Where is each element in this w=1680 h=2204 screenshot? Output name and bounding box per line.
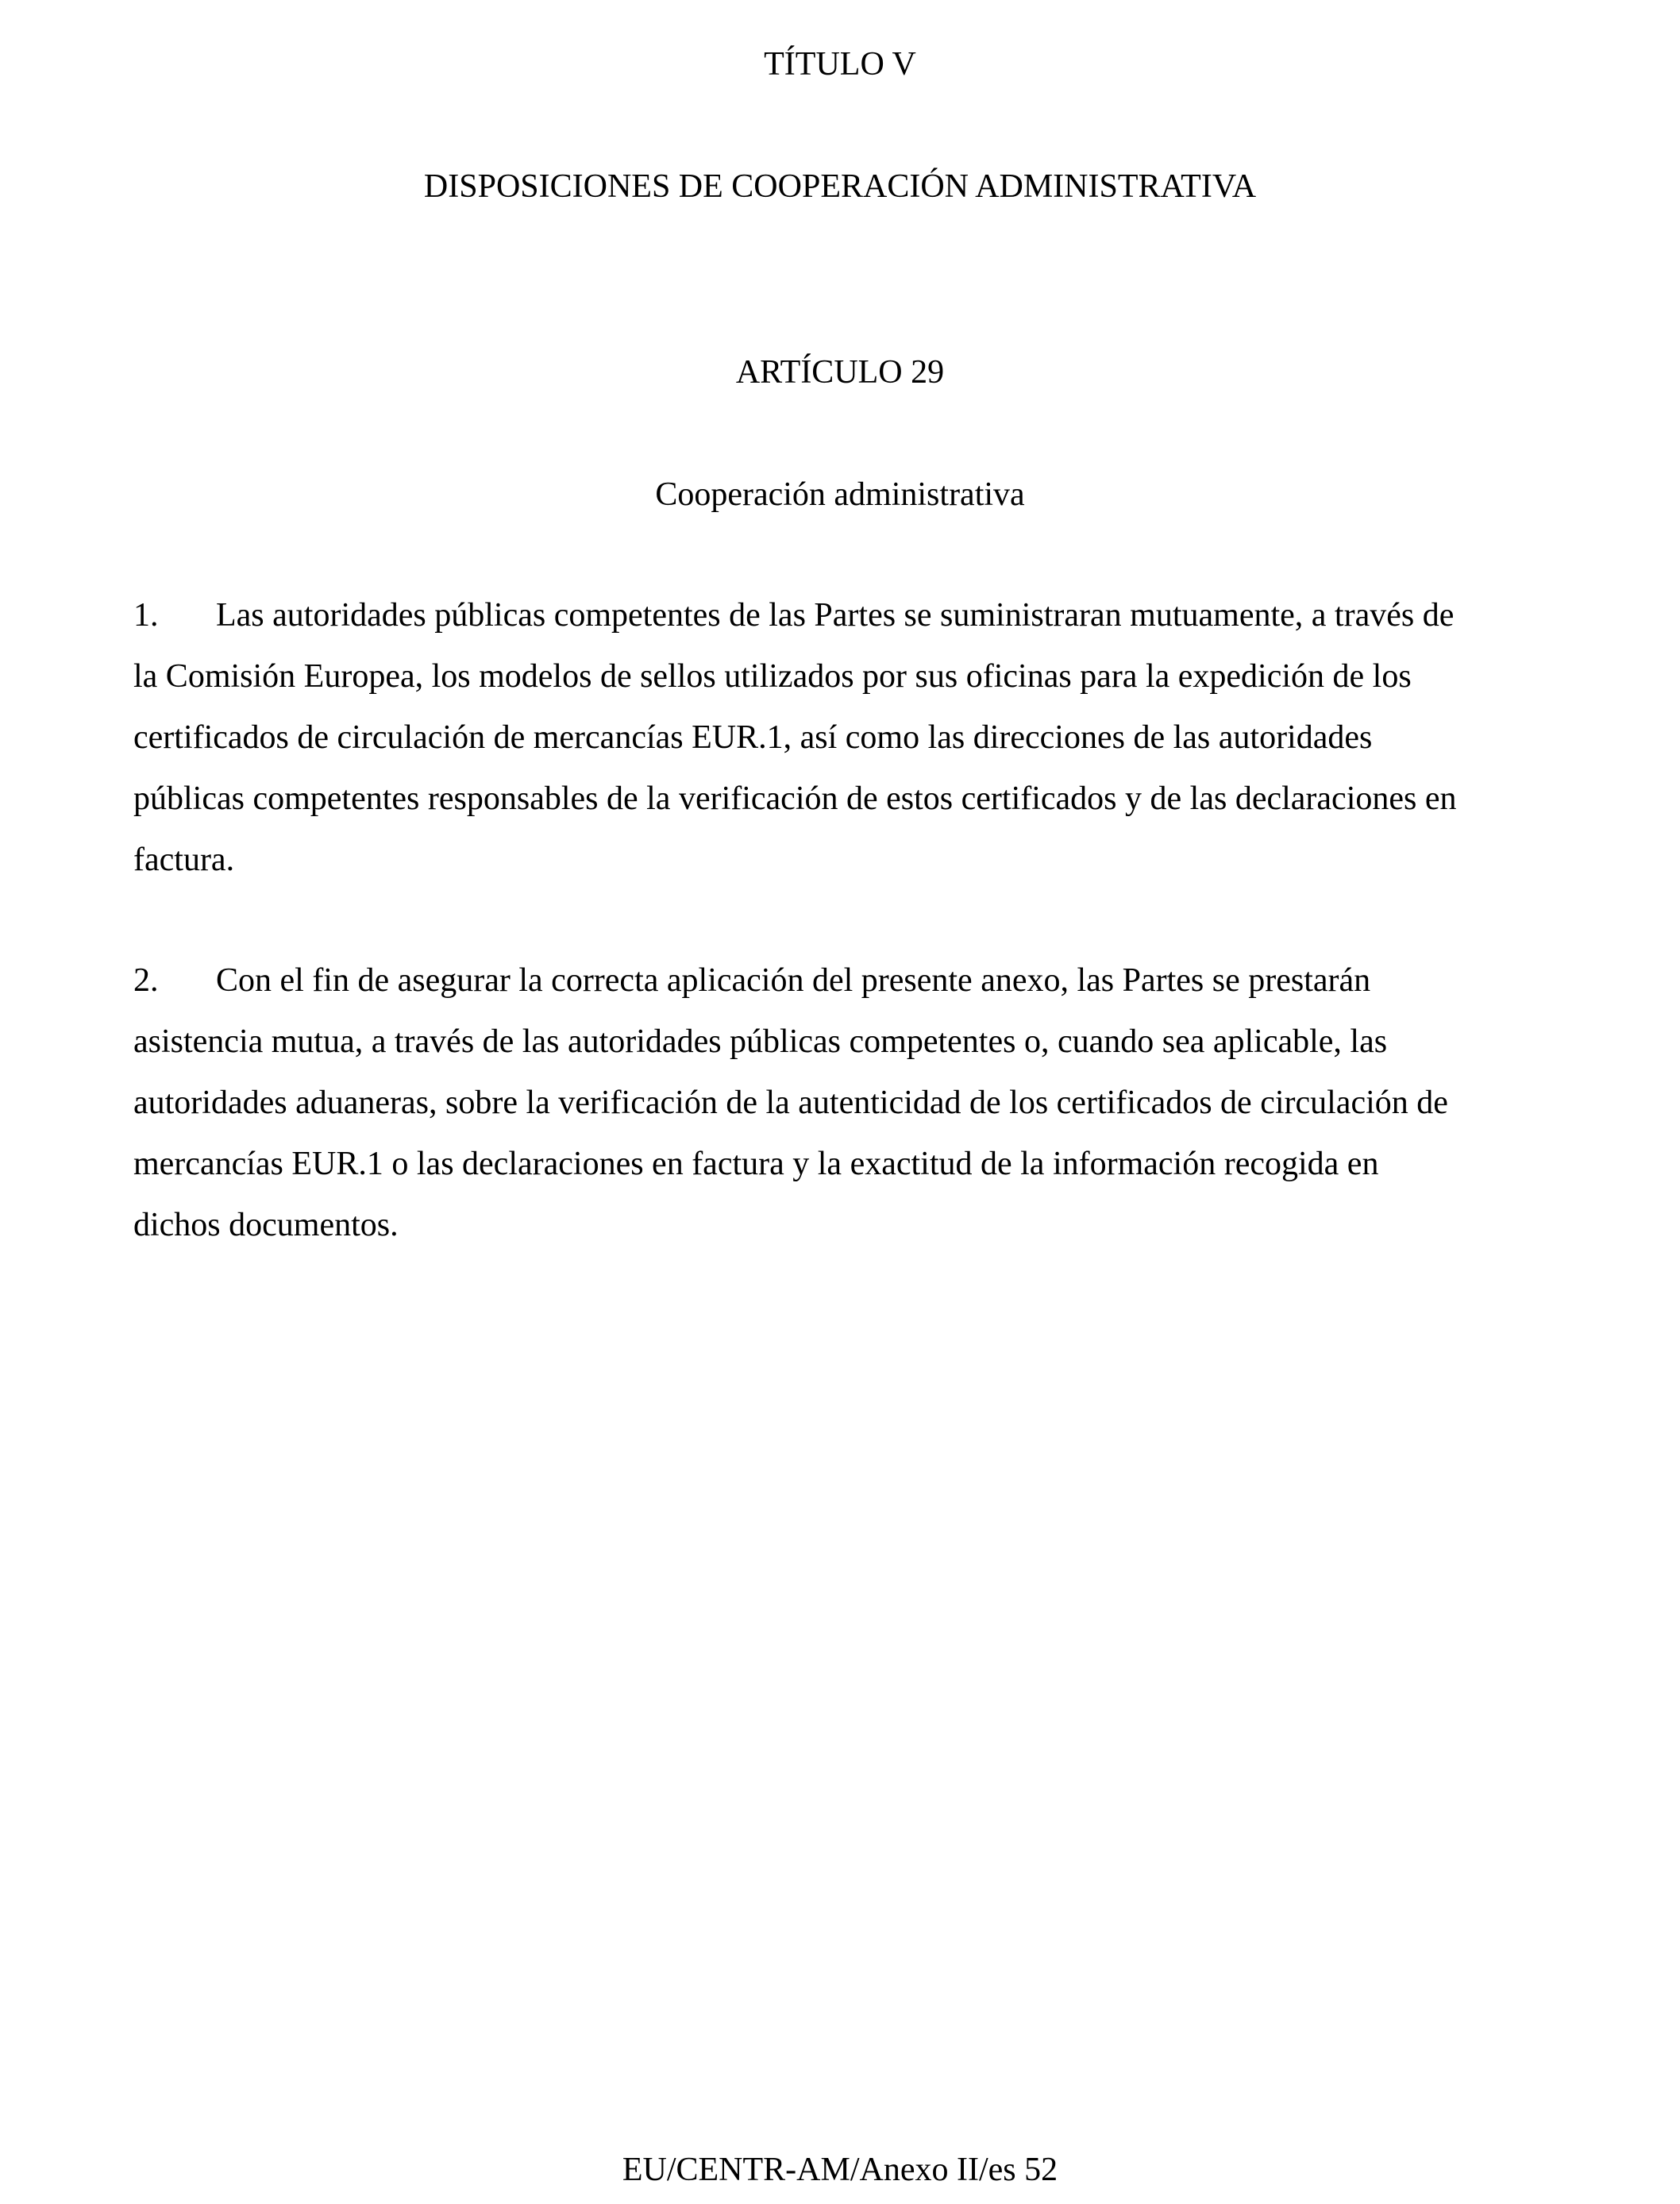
paragraph-1-line-3: certificados de circulación de mercancías EUR.1, así como las direcciones de las autoridades <box>133 719 1373 756</box>
title-heading: DISPOSICIONES DE COOPERACIÓN ADMINISTRATIVA <box>423 168 1257 205</box>
paragraph-2 <box>133 950 1547 1256</box>
paragraph-2-number: 2. <box>133 962 159 999</box>
paragraph-2-line-5: dichos documentos. <box>133 1207 399 1243</box>
paragraph-1-line-1 <box>133 585 1547 646</box>
paragraph-1-line-5: factura. <box>133 842 235 878</box>
title-label: TÍTULO V <box>764 46 916 83</box>
paragraph-1-line-2: la Comisión Europea, los modelos de sellos utilizados por sus oficinas para la expedición de los <box>133 658 1412 695</box>
page-footer: EU/CENTR-AM/Anexo II/es 52 <box>622 2152 1058 2188</box>
paragraph-1 <box>133 585 1547 891</box>
paragraph-2-line-1-text: Con el fin de asegurar la correcta aplicación del presente anexo, las Partes se prestarán <box>216 962 1371 999</box>
paragraph-2-line-1 <box>133 950 1547 1011</box>
article-heading: Cooperación administrativa <box>655 476 1025 513</box>
paragraph-2-line-3: autoridades aduaneras, sobre la verificación de la autenticidad de los certificados de circulación de <box>133 1085 1448 1121</box>
paragraph-2-line-4: mercancías EUR.1 o las declaraciones en factura y la exactitud de la información recogida en <box>133 1146 1379 1182</box>
paragraph-1-line-4: públicas competentes responsables de la verificación de estos certificados y de las declaraciones en <box>133 780 1457 817</box>
article-label: ARTÍCULO 29 <box>735 354 945 391</box>
paragraph-1-line-1-text: Las autoridades públicas competentes de las Partes se suministraran mutuamente, a través de <box>216 597 1455 634</box>
paragraph-1-number: 1. <box>133 597 159 634</box>
paragraph-2-line-2: asistencia mutua, a través de las autoridades públicas competentes o, cuando sea aplicable, las <box>133 1023 1388 1060</box>
